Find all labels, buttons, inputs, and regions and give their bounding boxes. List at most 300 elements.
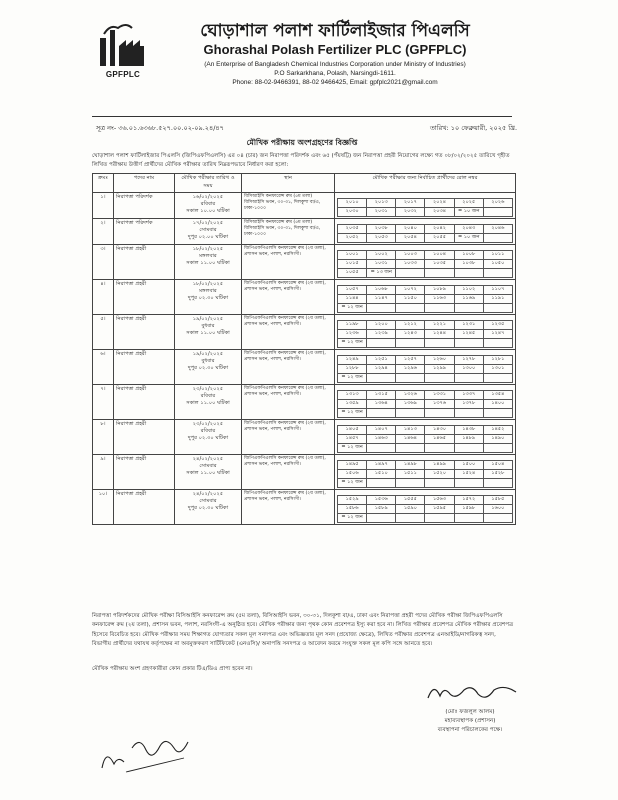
roll-number <box>454 409 483 418</box>
roll-number: ১৪৬৫ <box>425 435 454 444</box>
roll-number: ১৩৬৯ <box>396 400 425 409</box>
roll-line <box>338 470 513 479</box>
roll-number: ২০১৭ <box>396 199 425 208</box>
venue-text: বিসিআইসি কনফারেন্স রুম (৫ম তলা) বিসিআইসি ভবন, ৩০-৩১, দিলকুশা বা/এ, ঢাকা-১০০০ <box>244 220 321 237</box>
row-venue <box>242 219 335 245</box>
post-name: নিরাপত্তা প্রহরী <box>116 456 147 462</box>
roll-number: ২০৪০ <box>396 225 425 234</box>
row-venue <box>242 193 335 219</box>
roll-number: ১৫২৪ <box>454 470 483 479</box>
roll-number: ২০৪২ <box>425 225 454 234</box>
exam-day: রবিবার <box>200 393 216 399</box>
roll-number: ১২৩১ <box>454 321 483 330</box>
roll-line <box>338 461 513 470</box>
row-sl <box>93 385 114 420</box>
row-post <box>114 385 175 420</box>
row-venue <box>242 245 335 280</box>
roll-number: ১০৩১ <box>367 260 396 269</box>
roll-number <box>425 304 454 313</box>
roll-number <box>454 304 483 313</box>
sl-number: ২। <box>100 220 106 226</box>
signer-title: মহাব্যবস্থাপক (প্রশাসন) <box>444 718 496 724</box>
roll-number: ১৫১০ <box>367 470 396 479</box>
row-date <box>175 420 242 455</box>
row-rolls <box>335 193 516 219</box>
roll-number <box>483 374 512 383</box>
roll-number <box>396 374 425 383</box>
roll-number: ১০০১ <box>338 251 367 260</box>
row-rolls <box>335 350 516 385</box>
row-rolls <box>335 490 516 525</box>
roll-number: ১০৫০ <box>483 260 512 269</box>
exam-time: সকাল ১১.০০ ঘটিকা <box>186 330 230 336</box>
roll-number <box>483 339 512 348</box>
exam-date: ১৮/০২/২০২৫ <box>192 246 224 252</box>
roll-number <box>454 479 483 488</box>
post-name: নিরাপত্তা প্রহরী <box>116 491 147 497</box>
venue-text: জিপিএফপিএলসি কনফারেন্স রুম (২য় তলা), প্রশাসন ভবন, পলাশ, নরসিংদী। <box>244 386 326 397</box>
roll-number <box>367 479 396 488</box>
roll-number: ১০৩৮ <box>454 260 483 269</box>
roll-number: ২০৩০ <box>338 208 367 217</box>
roll-number: ১৪৯৯ <box>425 461 454 470</box>
row-venue <box>242 490 335 525</box>
roll-number: ১৪৫৭ <box>338 435 367 444</box>
row-rolls <box>335 420 516 455</box>
row-sl <box>93 219 114 245</box>
roll-number: ১৫৯৮ <box>454 505 483 514</box>
roll-grid <box>337 224 513 243</box>
roll-number: ১০০৮ <box>454 251 483 260</box>
roll-number: ১১৬৯ <box>454 295 483 304</box>
roll-line <box>338 409 513 418</box>
roll-grid <box>337 495 513 523</box>
row-sl <box>93 193 114 219</box>
roll-number: ১৫৬৩ <box>425 496 454 505</box>
roll-number: ১০৫৫ <box>338 269 367 278</box>
exam-time: সকাল ১০.০০ ঘটিকা <box>186 208 230 214</box>
row-venue <box>242 455 335 490</box>
exam-date: ১৮/০২/২০২৫ <box>192 281 224 287</box>
roll-number: ১১৬৩ <box>425 295 454 304</box>
roll-number: ১৬০০ <box>483 505 512 514</box>
exam-time: সকাল ১১.০০ ঘটিকা <box>186 470 230 476</box>
roll-number <box>396 479 425 488</box>
row-date <box>175 219 242 245</box>
roll-number: ২০২৬ <box>483 199 512 208</box>
header-post: পদের নাম <box>114 174 175 193</box>
roll-number <box>483 479 512 488</box>
roll-number: ১৪৯০ <box>483 435 512 444</box>
exam-day: সোমবার <box>199 498 217 504</box>
roll-number: ১০৮৯ <box>425 286 454 295</box>
notice-title: মৌখিক পরীক্ষায় অংশগ্রহণের বিজ্ঞপ্তি <box>246 138 358 147</box>
exam-day: মঙ্গলবার <box>199 288 217 294</box>
roll-number: = ১২ জন <box>338 409 367 418</box>
roll-grid <box>337 460 513 488</box>
exam-day: সোমবার <box>199 227 217 233</box>
exam-time: দুপুর ০২.০০ ঘটিকা <box>187 234 229 240</box>
roll-line <box>338 208 513 217</box>
roll-number: ১৫০৬ <box>338 470 367 479</box>
sl-number: ৭। <box>100 386 106 392</box>
row-sl <box>93 455 114 490</box>
roll-line <box>338 444 513 453</box>
roll-number: ১৫৮৯ <box>367 505 396 514</box>
sl-number: ৪। <box>100 281 106 287</box>
row-post <box>114 245 175 280</box>
roll-grid <box>337 198 513 217</box>
post-name: নিরাপত্তা প্রহরী <box>116 351 147 357</box>
row-rolls <box>335 245 516 280</box>
venue-text: জিপিএফপিএলসি কনফারেন্স রুম (২য় তলা), প্রশাসন ভবন, পলাশ, নরসিংদী। <box>244 316 326 327</box>
roll-number: ২০৩৫ <box>338 225 367 234</box>
row-venue <box>242 280 335 315</box>
roll-number: ১৩৫৪ <box>483 391 512 400</box>
roll-number <box>454 514 483 523</box>
post-name: নিরাপত্তা প্রহরী <box>116 246 147 252</box>
roll-grid <box>337 390 513 418</box>
roll-number: = ১২ জন <box>338 479 367 488</box>
row-sl <box>93 350 114 385</box>
signer-block <box>410 708 530 735</box>
roll-number: ১১০৭ <box>483 286 512 295</box>
roll-number: ১৪৯৮ <box>396 461 425 470</box>
roll-number <box>396 304 425 313</box>
roll-number: ১২৮৮ <box>338 365 367 374</box>
roll-number: ১০০৩ <box>396 251 425 260</box>
roll-number: ২০৩৪ <box>425 208 454 217</box>
roll-number: ১৫২০ <box>425 470 454 479</box>
roll-grid <box>337 250 513 278</box>
roll-number: ১৫২৯ <box>338 496 367 505</box>
roll-number: ১০৬৮ <box>367 286 396 295</box>
roll-number: ১৩৫৯ <box>338 400 367 409</box>
sl-number: ১। <box>100 194 106 200</box>
row-venue <box>242 420 335 455</box>
roll-number: ১৩৭৬ <box>425 400 454 409</box>
table-row <box>93 219 516 245</box>
memo-ref: সূত্র নং- ৩৬.০১.৬৩৬৮.৫২৭.০০.০২-০৯.২৪/৪৭ <box>96 124 224 132</box>
venue-text: জিপিএফপিএলসি কনফারেন্স রুম (২য় তলা), প্রশাসন ভবন, পলাশ, নরসিংদী। <box>244 421 326 432</box>
row-post <box>114 420 175 455</box>
signer-name: (মোঃ ফজলুল আলম) <box>445 709 495 715</box>
roll-number: ১১৫০ <box>396 295 425 304</box>
roll-number: ২০৫৫ <box>425 234 454 243</box>
roll-number <box>483 234 512 243</box>
roll-number: ১৩১৩ <box>338 391 367 400</box>
table-row <box>93 315 516 350</box>
handwritten-annotation <box>96 728 196 788</box>
org-address: P.O Sarkarkhana, Polash, Narsingdi-1611. <box>274 70 396 77</box>
roll-number <box>425 514 454 523</box>
exam-date: ১৬/০২/২০২৫ <box>192 194 224 200</box>
roll-number: ১৫১১ <box>396 470 425 479</box>
roll-number: ১১৪৪ <box>338 295 367 304</box>
exam-day: সোমবার <box>199 463 217 469</box>
roll-number <box>454 269 483 278</box>
roll-number: ১৩৩১ <box>425 391 454 400</box>
roll-number: ১৫৯০ <box>396 505 425 514</box>
roll-number: ১২৪৭ <box>483 330 512 339</box>
org-title-en: Ghorashal Polash Fertilizer PLC (GPFPLC) <box>203 42 467 57</box>
roll-line <box>338 496 513 505</box>
table-row <box>93 420 516 455</box>
roll-grid <box>337 320 513 348</box>
sl-number: ৬। <box>100 351 106 357</box>
roll-number: ১২৯৪ <box>367 365 396 374</box>
roll-line <box>338 435 513 444</box>
roll-number: ১২০০ <box>367 321 396 330</box>
roll-number: ১৪৩০ <box>425 426 454 435</box>
roll-number: = ১০ জন <box>454 234 483 243</box>
roll-number: ১৫২৮ <box>483 470 512 479</box>
roll-number: ১২৩৫ <box>483 321 512 330</box>
roll-number: = ১২ জন <box>338 304 367 313</box>
sl-number: ৩। <box>100 246 106 252</box>
roll-number: ১১৯৮ <box>338 321 367 330</box>
venue-text: জিপিএফপিএলসি কনফারেন্স রুম (২য় তলা), প্রশাসন ভবন, পলাশ, নরসিংদী। <box>244 351 326 362</box>
row-sl <box>93 280 114 315</box>
exam-time: দুপুর ০২.৩০ ঘটিকা <box>187 295 229 301</box>
roll-line <box>338 356 513 365</box>
roll-number <box>367 409 396 418</box>
roll-number: ২০৩২ <box>396 208 425 217</box>
roll-number: = ১২ জন <box>338 444 367 453</box>
roll-number <box>367 514 396 523</box>
exam-time: দুপুর ০২.৩০ ঘটিকা <box>187 505 229 511</box>
notice-intro: ঘোড়াশাল পলাশ ফার্টিলাইজার পিএলসি (জিপিএফপিএলসি) এর ০৪ (চার) জন নিরাপত্তা পরিদর্শক এবং ৬৫ (পঁয়ষট্টি) জন নিরাপত্তা প্রহরী নিয়োগের লক্ষ্যে গত ০৮/০২/২০২৫ তারিখে গৃহীত লিখিত পরীক্ষায় উত্তীর্ণ প্রার্থীদের মৌখিক পরীক্ষার তারিখ নিম্নরূপভাবে নির্ধারণ করা হলো: <box>92 153 510 168</box>
roll-line <box>338 304 513 313</box>
roll-number <box>425 409 454 418</box>
roll-number <box>425 444 454 453</box>
roll-number <box>396 444 425 453</box>
roll-number: ১৩০০ <box>454 365 483 374</box>
roll-number: ২০৫২ <box>338 234 367 243</box>
roll-number: = ১২ জন <box>338 374 367 383</box>
roll-number: ১৪০৫ <box>338 426 367 435</box>
roll-number <box>483 409 512 418</box>
venue-text: জিপিএফপিএলসি কনফারেন্স রুম (২য় তলা), প্রশাসন ভবন, পলাশ, নরসিংদী। <box>244 456 326 467</box>
row-venue <box>242 350 335 385</box>
roll-number: ১৫৩৬ <box>367 496 396 505</box>
row-date <box>175 385 242 420</box>
roll-number: ১৩৬৪ <box>367 400 396 409</box>
roll-line <box>338 225 513 234</box>
row-date <box>175 490 242 525</box>
roll-number: ১৪০৭ <box>367 426 396 435</box>
footer-note: মৌখিক পরীক্ষায় অংশ গ্রহণকারীরা কোন প্রকার টিএ/ডিএ প্রাপ্য হবেন না। <box>92 666 253 672</box>
roll-number: ১৫৫৫ <box>396 496 425 505</box>
post-name: নিরাপত্তা প্রহরী <box>116 281 147 287</box>
header-venue: স্থান <box>242 174 335 193</box>
roll-number: ১৫৭২ <box>454 496 483 505</box>
roll-number: ১৪৯৭ <box>367 461 396 470</box>
roll-number: = ১২ জন <box>338 339 367 348</box>
exam-day: মঙ্গলবার <box>199 253 217 259</box>
roll-number <box>367 304 396 313</box>
roll-number: ১৪৯৫ <box>338 461 367 470</box>
roll-grid <box>337 425 513 453</box>
roll-number: ২০৫৪ <box>396 234 425 243</box>
roll-line <box>338 505 513 514</box>
roll-number: ১২৫১ <box>367 356 396 365</box>
table-row <box>93 280 516 315</box>
exam-day: বুধবার <box>201 323 215 329</box>
sl-number: ৯। <box>100 456 106 462</box>
roll-number: ১৪৬৩ <box>367 435 396 444</box>
roll-number: ১২৯৬ <box>396 365 425 374</box>
table-header-row <box>93 174 516 193</box>
roll-line <box>338 479 513 488</box>
roll-line <box>338 374 513 383</box>
exam-time: দুপুর ০২.৩০ ঘটিকা <box>187 435 229 441</box>
roll-number: ১৫০০ <box>454 461 483 470</box>
roll-number: ১০১১ <box>483 251 512 260</box>
roll-number: ১২৪৪ <box>425 330 454 339</box>
row-rolls <box>335 385 516 420</box>
roll-number: ১০১৫ <box>338 260 367 269</box>
roll-number: ১২৪৯ <box>338 356 367 365</box>
roll-line <box>338 269 513 278</box>
row-post <box>114 315 175 350</box>
roll-number: ১৪৫২ <box>483 426 512 435</box>
post-name: নিরাপত্তা পরিদর্শক <box>116 220 153 226</box>
roll-number <box>483 444 512 453</box>
roll-number: ১২১২ <box>396 321 425 330</box>
roll-number: ১২৬০ <box>425 356 454 365</box>
header-rolls: মৌখিক পরীক্ষার জন্য নির্বাচিত প্রার্থীদের রোল নম্বর <box>335 174 516 193</box>
row-rolls <box>335 219 516 245</box>
table-row <box>93 490 516 525</box>
roll-number <box>367 374 396 383</box>
row-venue <box>242 385 335 420</box>
exam-date: ১৯/০২/২০২৫ <box>192 351 224 357</box>
roll-number: ১২৪৩ <box>396 330 425 339</box>
roll-grid <box>337 355 513 383</box>
schedule-body <box>93 193 516 525</box>
roll-line <box>338 260 513 269</box>
roll-number: ১৩৩৭ <box>454 391 483 400</box>
roll-number: ১১৪৭ <box>367 295 396 304</box>
roll-number: ১৩০১ <box>483 365 512 374</box>
sl-number: ৮। <box>100 421 106 427</box>
org-contact: Phone: 88-02-9466391, 88-02 9466425, Email: gpfplc2021@gmail.com <box>232 79 438 86</box>
roll-line <box>338 199 513 208</box>
exam-date: ২৩/০২/২০২৫ <box>192 386 224 392</box>
row-post <box>114 280 175 315</box>
roll-number <box>483 514 512 523</box>
roll-number: ১২৯৯ <box>425 365 454 374</box>
header-date: মৌখিক পরীক্ষার তারিখ ও সময় <box>175 174 242 193</box>
roll-number: ১৪৬৪ <box>396 435 425 444</box>
post-name: নিরাপত্তা প্রহরী <box>116 421 147 427</box>
roll-number <box>425 269 454 278</box>
roll-number: ২০১৩ <box>367 199 396 208</box>
roll-number: ২০৪৬ <box>483 225 512 234</box>
exam-date: ১৯/০২/২০২৫ <box>192 316 224 322</box>
exam-date: ২৩/০২/২০২৫ <box>192 421 224 427</box>
table-row <box>93 385 516 420</box>
exam-day: রবিবার <box>200 201 216 207</box>
roll-number: ১৫০৪ <box>483 461 512 470</box>
roll-number <box>396 409 425 418</box>
roll-number <box>425 479 454 488</box>
exam-date: ১৭/০২/২০২৫ <box>192 220 224 226</box>
roll-number: ১৪৮৯ <box>454 435 483 444</box>
row-rolls <box>335 455 516 490</box>
roll-number: ১২৭৮ <box>454 356 483 365</box>
post-name: নিরাপত্তা প্রহরী <box>116 386 147 392</box>
roll-number: = ১৩ জন <box>367 269 396 278</box>
roll-number: ২০২৫ <box>454 199 483 208</box>
venue-text: জিপিএফপিএলসি কনফারেন্স রুম (২য় তলা), প্রশাসন ভবন, পলাশ, নরসিংদী। <box>244 246 326 257</box>
roll-number: ২০১০ <box>338 199 367 208</box>
roll-number <box>483 304 512 313</box>
row-date <box>175 245 242 280</box>
roll-number: ১০০৪ <box>425 251 454 260</box>
row-post <box>114 490 175 525</box>
roll-number: ১২২১ <box>425 321 454 330</box>
venue-text: জিপিএফপিএলসি কনফারেন্স রুম (২য় তলা), প্রশাসন ভবন, পলাশ, নরসিংদী। <box>244 281 326 292</box>
roll-line <box>338 391 513 400</box>
roll-number: = ১০ জন <box>454 208 483 217</box>
footer-paragraph: নিরাপত্তা পরিদর্শকদের মৌখিক পরীক্ষা বিসিআইসি কনফারেন্স রুম (৫ম তলা), বিসিআইসি ভবন, ৩০-৩১, দিলকুশা বা/এ, ঢাকা এবং নিরাপত্তা প্রহরী পদের মৌখিক পরীক্ষা জিপিএফপিএলসি কনফারেন্স রুম (২য় তলা), প্রশাসন ভবন, পলাশ, নরসিংদী-এ অনুষ্ঠিত হবে। মৌখিক পরীক্ষার জন্য পৃথক কোন প্রবেশপত্র ইস্যু করা হবে না। লিখিত পরীক্ষার প্রবেশপত্র মৌখিক পরীক্ষার প্রবেশপত্র হিসেবে বিবেচিত হবে। মৌখিক পরীক্ষার সময় শিক্ষাগত যোগ্যতার সকল মূল সনদপত্র এবং অভিজ্ঞতার মূল সনদ (প্রযোজ্য ক্ষেত্রে), লিখিত পরীক্ষার প্রবেশপত্র এনআইডি/নাগরিকত্ব সনদ, বিভাগীয় প্রার্থীদের যথাযথ কর্তৃপক্ষের না অবমুক্তকরণ সার্টিফিকেট (এনওসি)/ অনাপত্তি সনদপত্র ও আবেদন ফরমে সংযুক্ত সকল মূল কপি সঙ্গে আনতে হবে। <box>92 613 514 647</box>
roll-number: ২০২৪ <box>425 199 454 208</box>
roll-number: ১৪৩৮ <box>454 426 483 435</box>
roll-number: ১২৫৭ <box>396 356 425 365</box>
row-sl <box>93 490 114 525</box>
row-post <box>114 350 175 385</box>
exam-time: সকাল ১১.০০ ঘটিকা <box>186 400 230 406</box>
roll-number: ১২৮১ <box>483 356 512 365</box>
venue-text: বিসিআইসি কনফারেন্স রুম (৫ম তলা) বিসিআইসি ভবন, ৩০-৩১, দিলকুশা বা/এ, ঢাকা-১০০০ <box>244 194 321 211</box>
roll-number: ১২৩৯ <box>367 330 396 339</box>
roll-number: ১০৭২ <box>396 286 425 295</box>
roll-number: ১৪১৩ <box>396 426 425 435</box>
roll-number: ১০৫৭ <box>338 286 367 295</box>
roll-number: ১৫৮৬ <box>338 505 367 514</box>
post-name: নিরাপত্তা প্রহরী <box>116 316 147 322</box>
roll-number: ১০৩৩ <box>396 260 425 269</box>
roll-number <box>367 444 396 453</box>
roll-number <box>454 444 483 453</box>
roll-number: ১০০২ <box>367 251 396 260</box>
table-row <box>93 350 516 385</box>
roll-number: ১৫৮৫ <box>483 496 512 505</box>
signer-for: ব্যবস্থাপনা পরিচালকের পক্ষে। <box>437 727 503 733</box>
roll-number <box>396 514 425 523</box>
roll-number: ১৩২৬ <box>396 391 425 400</box>
roll-number: ১০৩৫ <box>425 260 454 269</box>
row-sl <box>93 315 114 350</box>
roll-number: ১২৪৫ <box>454 330 483 339</box>
row-sl <box>93 420 114 455</box>
roll-number: ২০৩১ <box>367 208 396 217</box>
roll-number <box>396 339 425 348</box>
roll-number: = ১২ জন <box>338 514 367 523</box>
row-venue <box>242 315 335 350</box>
venue-text: জিপিএফপিএলসি কনফারেন্স রুম (২য় তলা), প্রশাসন ভবন, পলাশ, নরসিংদী। <box>244 491 326 502</box>
roll-number <box>396 269 425 278</box>
roll-line <box>338 339 513 348</box>
exam-date: ২৪/০২/২০২৫ <box>192 491 224 497</box>
row-sl <box>93 245 114 280</box>
roll-line <box>338 234 513 243</box>
roll-line <box>338 426 513 435</box>
roll-number <box>483 269 512 278</box>
roll-number: ১২৩৬ <box>338 330 367 339</box>
